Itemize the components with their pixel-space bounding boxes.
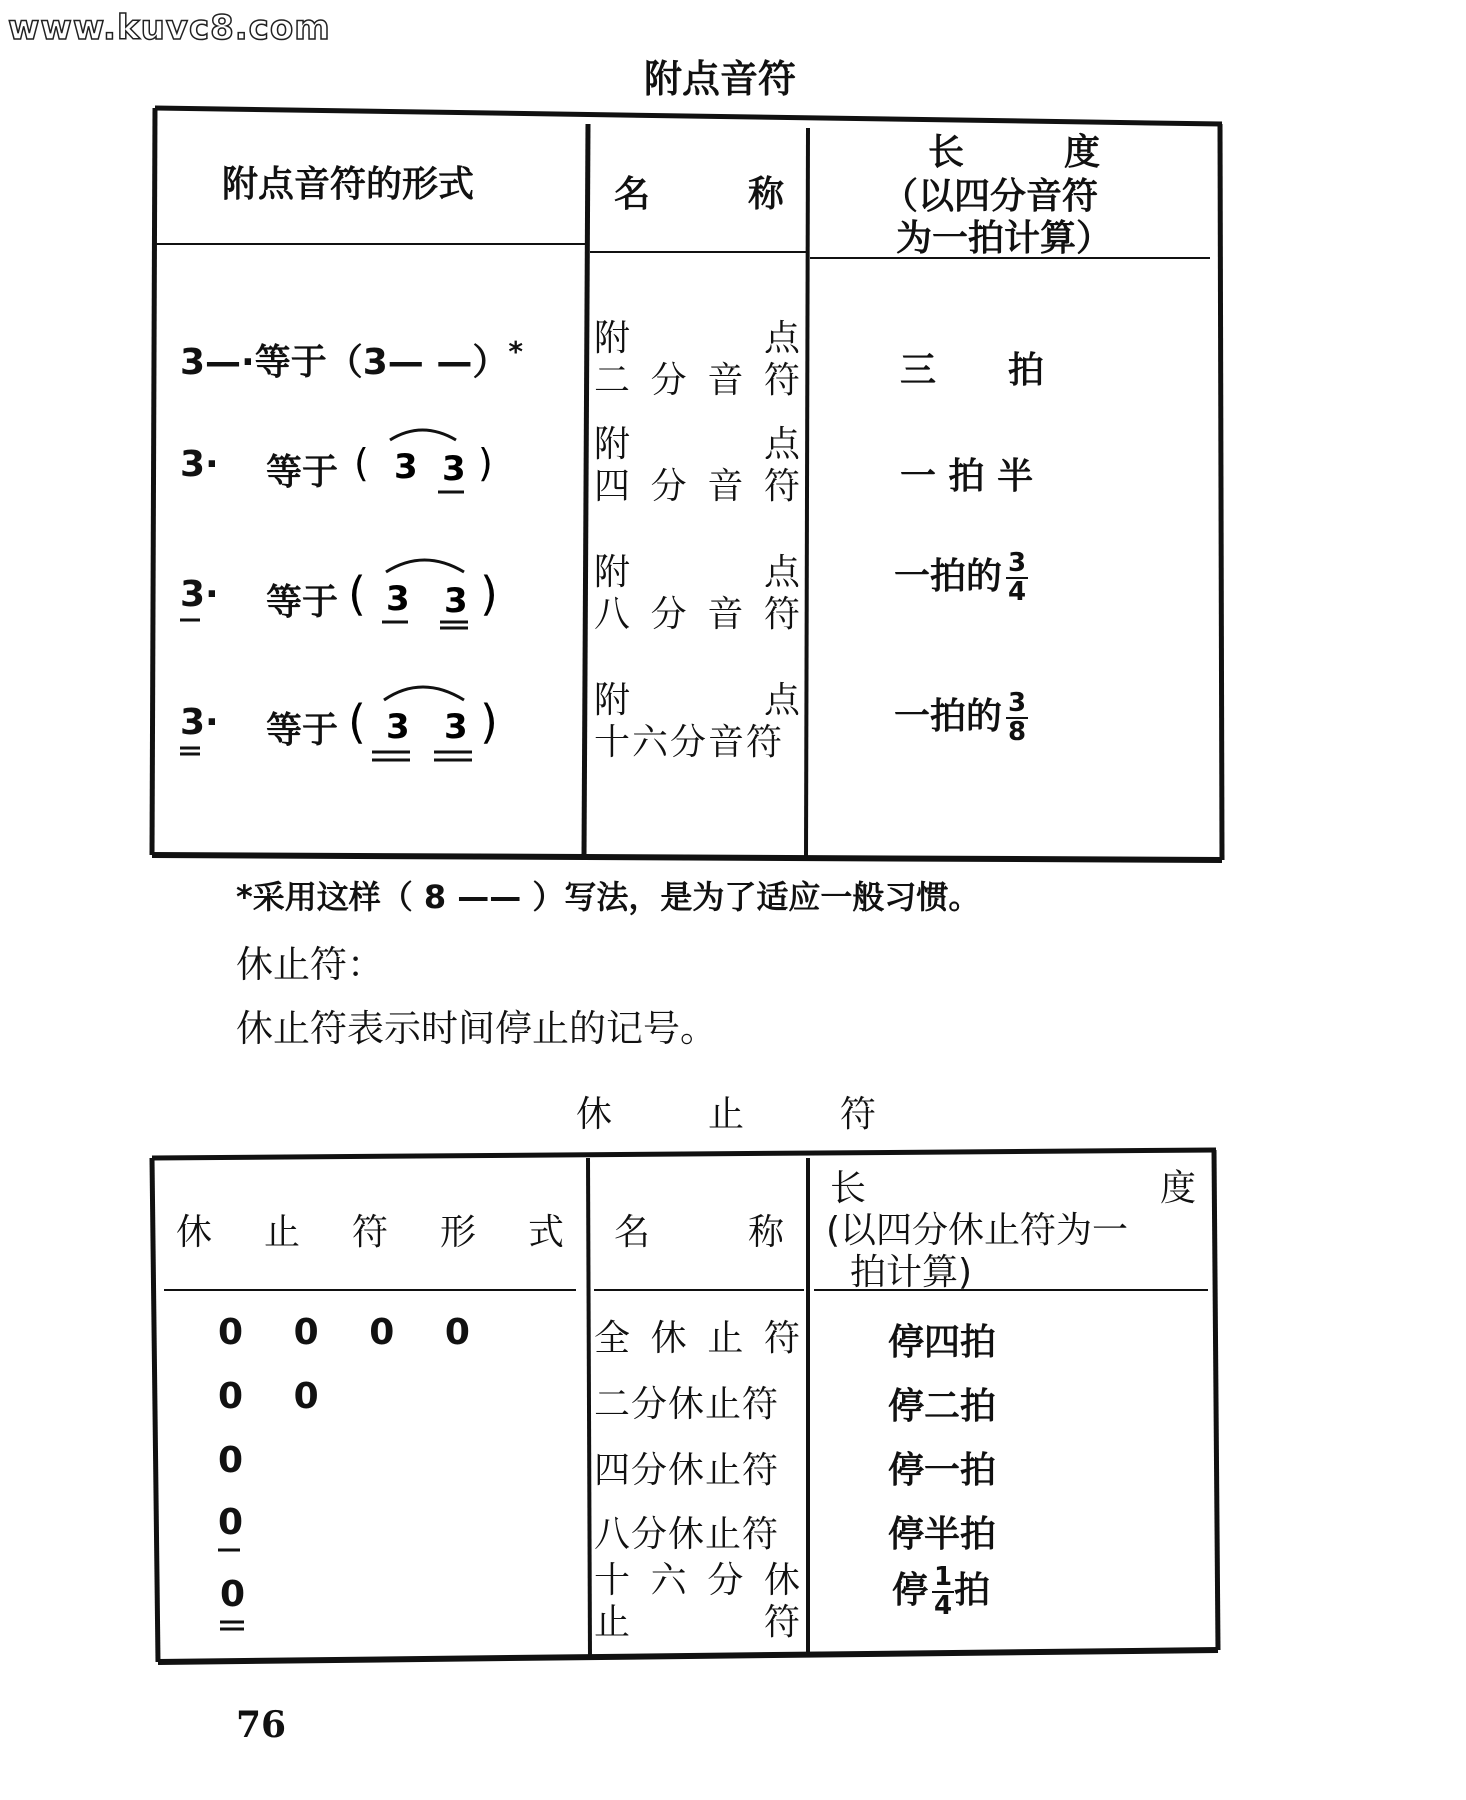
name-char: 符 — [763, 1602, 800, 1644]
tie-arc — [386, 560, 464, 572]
t2-row3-form: 0 — [218, 1440, 244, 1481]
asterisk: * — [508, 335, 523, 368]
t2-row5-underline — [218, 1618, 252, 1634]
row2-equals: 等于 — [266, 452, 339, 493]
name-char: 音 — [707, 360, 744, 402]
paren-left: ( — [348, 695, 366, 749]
t2-row4-length: 停半拍 — [888, 1514, 997, 1555]
name-char: 六 — [650, 1560, 687, 1601]
name-char: 附 — [594, 680, 631, 721]
name-char: 音 — [707, 594, 744, 636]
paren-left: ( — [354, 441, 369, 485]
length-suffix: 拍 — [954, 1570, 991, 1611]
row3-note-underline — [178, 616, 208, 626]
rest-heading: 休止符： — [236, 943, 384, 986]
tie-arc — [390, 430, 456, 440]
name-char: 符 — [763, 466, 800, 508]
fraction — [1006, 687, 1028, 747]
page-number: 76 — [236, 1704, 287, 1746]
header-char: 名 — [614, 174, 651, 215]
t2-row2-form — [218, 1376, 319, 1417]
row3-note: 3· — [180, 574, 219, 615]
length-text: 一拍的 — [894, 556, 1003, 597]
name-char: 分 — [650, 594, 687, 636]
t2-row2-name: 二分休止符 — [594, 1384, 780, 1425]
header-char: 止 — [263, 1212, 300, 1253]
name-char: 二 — [594, 360, 631, 402]
t2-row5-name — [594, 1560, 800, 1645]
table1-header-length-line2: （以四分音符 — [882, 176, 1099, 217]
row4-tie-group — [346, 674, 516, 770]
watermark: www.kuvc8.com — [8, 8, 331, 48]
fraction-denominator: 4 — [934, 1591, 953, 1621]
table1-header-length-line3: 为一拍计算） — [896, 218, 1113, 259]
row3-length — [894, 548, 1028, 606]
group-note: 3 — [386, 579, 410, 619]
table2-title — [576, 1086, 876, 1137]
row1-name — [594, 318, 800, 403]
table2-header-length-line3: 拍计算) — [850, 1252, 973, 1293]
header-char: 称 — [747, 1212, 784, 1253]
t2-row1-name — [594, 1310, 800, 1361]
paren-right: ) — [480, 695, 498, 749]
header-char: 名 — [614, 1212, 651, 1253]
name-char: 点 — [763, 318, 800, 359]
name-char: 附 — [594, 318, 631, 359]
header-char: 式 — [527, 1212, 564, 1253]
rest-zero: 0 — [218, 1312, 244, 1353]
row1-length: 三 拍 — [900, 350, 1045, 391]
header-char: 长 — [830, 1168, 867, 1209]
name-char: 八 — [594, 594, 631, 636]
title-char: 休 — [576, 1094, 613, 1135]
header-char: 形 — [439, 1212, 476, 1253]
t2-row1-length: 停四拍 — [888, 1322, 997, 1363]
name-char: 休 — [650, 1318, 687, 1359]
header-char: 度 — [1159, 1168, 1196, 1209]
table1-header-form: 附点音符的形式 — [222, 164, 475, 205]
t2-row4-name: 八分休止符 — [594, 1514, 780, 1555]
row3-tie-group — [346, 548, 506, 638]
name-char: 符 — [763, 360, 800, 402]
row4-name — [594, 680, 800, 765]
fraction — [1006, 547, 1028, 607]
name-char: 符 — [763, 594, 800, 636]
t2-row4-underline — [216, 1546, 246, 1556]
row4-note: 3· — [180, 702, 219, 743]
table2-header-name — [614, 1204, 784, 1255]
fraction-numerator: 3 — [1008, 687, 1027, 718]
length-text: 一拍的 — [894, 696, 1003, 737]
row2-note: 3· — [180, 444, 219, 485]
row4-equals: 等于 — [266, 710, 339, 751]
group-note: 3 — [394, 447, 418, 487]
tie-arc — [384, 687, 464, 700]
name-bottom — [594, 360, 800, 402]
name-char: 休 — [763, 1560, 800, 1601]
title-char: 符 — [839, 1094, 876, 1135]
name-char: 点 — [763, 552, 800, 593]
t2-row5-form: 0 — [220, 1574, 246, 1615]
name-char: 全 — [594, 1318, 631, 1359]
name-char: 四 — [594, 466, 631, 508]
row3-name — [594, 552, 800, 637]
rest-description: 休止符表示时间停止的记号。 — [236, 1007, 717, 1050]
row4-note-underline — [178, 744, 208, 760]
footnote: *采用这样（ 8 —— ）写法，是为了适应一般习惯。 — [236, 878, 981, 916]
header-char: 符 — [351, 1212, 388, 1253]
name-char: 音 — [707, 466, 744, 508]
rest-zero: 0 — [444, 1312, 470, 1353]
header-char: 度 — [1063, 132, 1100, 173]
group-note: 3 — [442, 449, 466, 489]
name-top — [594, 318, 800, 360]
header-char: 休 — [176, 1212, 213, 1253]
header-char: 称 — [747, 174, 784, 215]
name-char: 附 — [594, 552, 631, 593]
name-char: 止 — [594, 1602, 631, 1644]
header-char: 长 — [928, 132, 965, 173]
rest-zero: 0 — [218, 1376, 244, 1417]
fraction-numerator: 3 — [1008, 547, 1027, 578]
t2-row3-name: 四分休止符 — [594, 1450, 780, 1491]
equals-text: 等于（3— —） — [254, 342, 509, 383]
table1-header-name — [614, 166, 784, 217]
group-note: 3 — [444, 707, 468, 747]
t2-row4-form: 0 — [218, 1502, 244, 1543]
name-char: 符 — [763, 1318, 800, 1359]
row1-form — [180, 334, 523, 385]
group-note: 3 — [386, 707, 410, 747]
row2-name — [594, 424, 800, 509]
group-note: 3 — [444, 581, 468, 621]
title-char: 止 — [707, 1094, 744, 1135]
fraction-denominator: 8 — [1008, 717, 1027, 747]
table1-title: 附点音符 — [644, 57, 797, 101]
length-text: 停 — [892, 1570, 929, 1611]
paren-left: ( — [348, 567, 366, 621]
rest-zero: 0 — [293, 1376, 319, 1417]
row3-equals: 等于 — [266, 582, 339, 623]
name-char: 十 — [594, 1560, 631, 1601]
name-char: 点 — [763, 424, 800, 465]
note: 3—· — [180, 342, 255, 383]
paren-right: ) — [478, 441, 493, 485]
rest-zero: 0 — [293, 1312, 319, 1353]
name-char: 附 — [594, 424, 631, 465]
fraction — [932, 1561, 954, 1621]
row2-tie-group — [352, 418, 502, 498]
t2-row5-length — [892, 1562, 990, 1620]
name-char: 分 — [650, 360, 687, 402]
fraction-numerator: 1 — [934, 1561, 953, 1592]
row2-length: 一 拍 半 — [900, 456, 1034, 497]
table2-header-length-line2: (以四分休止符为一 — [826, 1210, 1129, 1251]
t2-row1-form — [218, 1312, 470, 1353]
name-char: 分 — [650, 466, 687, 508]
fraction-denominator: 4 — [1008, 577, 1027, 607]
row4-length — [894, 688, 1028, 746]
name-char: 分 — [707, 1560, 744, 1601]
name-char: 止 — [707, 1318, 744, 1359]
table2-header-form — [176, 1204, 564, 1255]
t2-row2-length: 停二拍 — [888, 1386, 997, 1427]
rest-zero: 0 — [369, 1312, 395, 1353]
paren-right: ) — [480, 567, 498, 621]
name-bottom: 十六分音符 — [594, 722, 785, 764]
name-char: 点 — [763, 680, 800, 721]
t2-row3-length: 停一拍 — [888, 1450, 997, 1491]
